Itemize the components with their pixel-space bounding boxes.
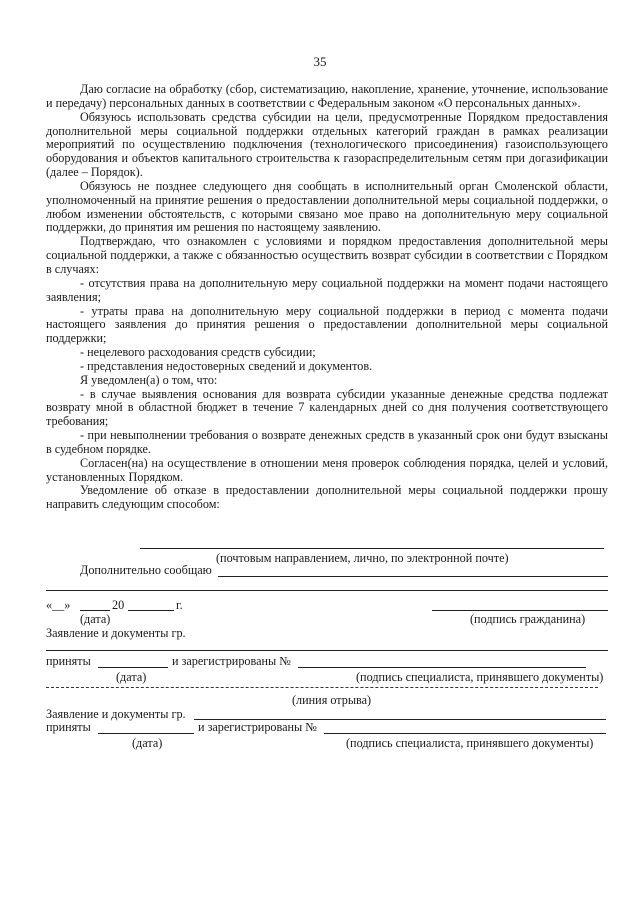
list-item-return: - в случае выявления основания для возврата субсидии указанные денежные средства подлежат возврату мной в областной бюджет в течение 7 календарных дней со дня получения соответствующего требования;	[46, 386, 608, 429]
accepted-label-2: приняты	[46, 720, 91, 734]
citizen-signature-hint: (подпись гражданина)	[470, 612, 586, 626]
paragraph-refusal-method: Уведомление об отказе в предоставлении дополнительной меры социальной поддержки прошу направить следующим способом:	[46, 483, 608, 512]
accepted-date-hint-2: (дата)	[132, 736, 163, 750]
registration-number-line-2[interactable]	[324, 733, 606, 734]
paragraph-inspections: Согласен(на) на осуществление в отношении меня проверок соблюдения порядка, целей и условий, установленных Порядком.	[46, 455, 608, 484]
docs-label: Заявление и документы гр.	[46, 626, 186, 640]
additional-info-label: Дополнительно сообщаю	[80, 563, 212, 577]
registered-label: и зарегистрированы №	[172, 654, 291, 668]
registration-number-line[interactable]	[298, 667, 586, 668]
specialist-signature-hint-2: (подпись специалиста, принявшего документы)	[346, 736, 594, 750]
accepted-label: приняты	[46, 654, 91, 668]
list-item-loss-of-right: - утраты права на дополнительную меру социальной поддержки в период с момента подачи настоящего заявления до принятия решения о предоставлении дополнительной меры социальной поддержки;	[46, 303, 608, 346]
tear-line-label: (линия отрыва)	[292, 693, 372, 707]
date-year-line[interactable]	[128, 610, 174, 611]
date-year: 20	[112, 598, 125, 612]
tear-line	[46, 687, 598, 688]
method-field-line[interactable]	[140, 548, 604, 549]
paragraph-consent: Даю согласие на обработку (сбор, систематизацию, накопление, хранение, уточнение, использование и передачу) персональных данных в соответствии с Федеральным законом «О персональных данных».	[46, 82, 608, 110]
method-hint: (почтовым направлением, лично, по электронной почте)	[216, 551, 509, 565]
specialist-signature-hint: (подпись специалиста, принявшего документы)	[356, 670, 604, 684]
list-item-no-right: - отсутствия права на дополнительную меру социальной поддержки на момент подачи настоящего заявления;	[46, 275, 608, 304]
date-suffix: г.	[176, 598, 183, 612]
additional-info-line[interactable]	[218, 576, 608, 577]
paragraph-notify-changes: Обязуюсь не позднее следующего дня сообщать в исполнительный орган Смоленской области, уполномоченный на принятие решения о предоставлении дополнительной меры социальной поддержки, о любом изменении обстоятельств, с которыми связано мое право на дополнительную меру социальной поддержки, до принятия им решения по настоящему заявлению.	[46, 178, 608, 235]
list-item-false-info: - представления недостоверных сведений и документов.	[80, 358, 373, 373]
list-item-court: - при невыполнении требования о возврате денежных средств в указанный срок они будут взысканы в судебном порядке.	[46, 428, 608, 456]
date-open: «__»	[46, 598, 71, 612]
paragraph-confirm: Подтверждаю, что ознакомлен с условиями и порядком предоставления дополнительной меры социальной поддержки, а также с обязанностью осуществить возврат субсидии в соответствии с Порядком в случаях:	[46, 234, 608, 276]
paragraph-notified: Я уведомлен(а) о том, что:	[80, 372, 218, 387]
accepted-date-line[interactable]	[98, 667, 168, 668]
document-body	[46, 83, 608, 512]
paragraph-subsidy-use: Обязуюсь использовать средства субсидии на цели, предусмотренные Порядком предоставления дополнительной меры социальной поддержки отдельных категорий граждан в рамках реализации мероприятий по осуществлению подключения (технологического присоединения) газоиспользующего оборудования и объектов капитального строительства к газораспределительным сетям при догазификации (далее – Порядок).	[46, 109, 608, 180]
docs-citizen-line[interactable]	[46, 650, 608, 651]
accepted-date-line-2[interactable]	[98, 733, 194, 734]
docs-label-2: Заявление и документы гр.	[46, 707, 186, 721]
accepted-date-hint: (дата)	[116, 670, 147, 684]
additional-info-line-2[interactable]	[46, 590, 608, 591]
page-number: 35	[313, 54, 327, 69]
date-month-line[interactable]	[80, 610, 110, 611]
citizen-signature-line[interactable]	[432, 610, 608, 611]
date-hint: (дата)	[80, 612, 111, 626]
list-item-misuse: - нецелевого расходования средств субсидии;	[80, 345, 316, 360]
registered-label-2: и зарегистрированы №	[198, 720, 317, 734]
